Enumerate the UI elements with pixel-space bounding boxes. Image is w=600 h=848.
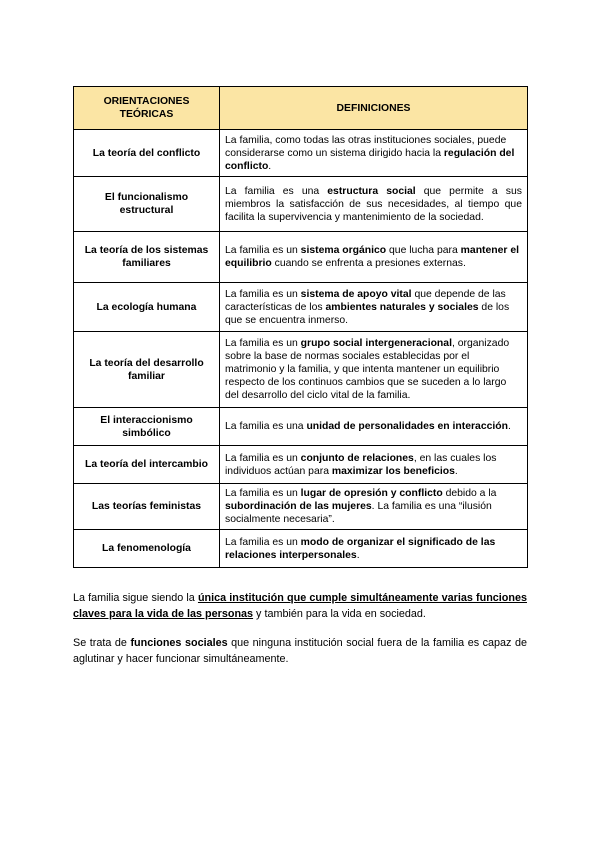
definition-text: que lucha para [386, 245, 461, 256]
definition-text: que depende de las características de los [225, 288, 506, 313]
theory-name: El interaccionismo simbólico [74, 408, 220, 446]
table-row [74, 408, 528, 446]
definition-text: La familia es un [225, 536, 301, 548]
paragraph2-start: Se trata de [73, 637, 131, 649]
theory-definition [220, 283, 528, 332]
header-definiciones: DEFINICIONES [220, 87, 528, 130]
table-row [74, 283, 528, 332]
definition-text: La familia es un [225, 338, 301, 349]
definition-text: . [268, 160, 272, 172]
theory-definition [220, 446, 528, 484]
definition-text: . La familia es una “ilusión socialmente necesaria”. [225, 501, 492, 525]
definition-text: La familia es un [225, 288, 301, 300]
paragraph1-start: La familia sigue siendo la [73, 592, 198, 604]
definition-text: cuando se enfrenta a presiones externas. [271, 258, 466, 269]
definition-text: La familia es un [225, 488, 301, 499]
paragraph1-emphasis: única institución que cumple simultáneamente varias funciones claves para la vida de las personas [73, 592, 527, 620]
definition-keyword: maximizar los beneficios [331, 465, 455, 477]
definition-text: La familia es un [225, 245, 301, 256]
theory-name: La fenomenología [74, 530, 220, 568]
definition-keyword: grupo social intergeneracional [300, 338, 452, 349]
definition-text: . [356, 549, 360, 561]
theories-table [73, 86, 528, 568]
definition-keyword: mantener el equilibrio [225, 245, 519, 269]
table-row [74, 130, 528, 177]
theory-definition [220, 177, 528, 232]
paragraph2-emphasis: funciones sociales [130, 637, 228, 649]
table-row [74, 446, 528, 484]
definition-keyword: regulación del conflicto [225, 147, 515, 172]
definition-keyword: estructura social [327, 185, 416, 197]
definition-text: , en las cuales los individuos actúan para [225, 452, 497, 477]
definition-text: debido a la [442, 488, 497, 499]
theory-definition [220, 530, 528, 568]
table-row [74, 232, 528, 283]
definition-text: La familia es un [225, 452, 301, 464]
theory-name: La teoría del desarrollo familiar [74, 332, 220, 408]
definition-keyword: sistema orgánico [300, 245, 387, 256]
header-orientaciones: ORIENTACIONES TEÓRICAS [74, 87, 220, 130]
theory-definition [220, 130, 528, 177]
definition-keyword: sistema de apoyo vital [300, 288, 412, 300]
table-body [74, 130, 528, 568]
theory-definition [220, 408, 528, 446]
definition-text: La familia es una [225, 185, 328, 197]
theory-name: El funcionalismo estructural [74, 177, 220, 232]
table-row [74, 177, 528, 232]
table-row [74, 484, 528, 530]
definition-text: de los que se encuentra inmerso. [225, 301, 510, 326]
theory-name: La teoría del intercambio [74, 446, 220, 484]
paragraph-social-functions [73, 635, 527, 667]
theory-name: La teoría del conflicto [74, 130, 220, 177]
table-row [74, 332, 528, 408]
definition-text: . [454, 465, 458, 477]
table-row [74, 530, 528, 568]
theory-name: Las teorías feministas [74, 484, 220, 530]
paragraph2-end: que ninguna institución social fuera de la familia es capaz de aglutinar y hacer funcionar simultáneamente. [73, 637, 528, 665]
theory-name: La teoría de los sistemas familiares [74, 232, 220, 283]
definition-keyword: ambientes naturales y sociales [325, 301, 479, 313]
theory-definition [220, 484, 528, 530]
definition-text: . [507, 421, 511, 432]
definition-keyword: modo de organizar el significado de las relaciones interpersonales [225, 536, 496, 561]
paragraph-unique-institution [73, 590, 527, 622]
definition-text: , organizado sobre la base de normas sociales establecidas por el matrimonio y la familia, y que intenta mantener un equilibrio respecto de los continuos cambios que se suceden a lo largo del desarrollo del ciclo vital de la familia. [225, 338, 510, 401]
definition-keyword: subordinación de las mujeres [225, 501, 372, 512]
definition-text: La familia es una [225, 421, 307, 432]
paragraph1-end: y también para la vida en sociedad. [253, 608, 426, 620]
definition-text: La familia, como todas las otras instituciones sociales, puede considerarse como un sistema dirigido hacia la [225, 134, 507, 159]
definition-keyword: conjunto de relaciones [300, 452, 414, 464]
definition-keyword: lugar de opresión y conflicto [300, 488, 443, 499]
table-header-row [74, 87, 528, 130]
definition-text: que permite a sus miembros la satisfacción de sus necesidades, al tiempo que facilita la supervivencia y mantenimiento de la sociedad. [225, 185, 522, 223]
theory-definition [220, 332, 528, 408]
theory-definition [220, 232, 528, 283]
theory-name: La ecología humana [74, 283, 220, 332]
definition-keyword: unidad de personalidades en interacción [306, 421, 508, 432]
